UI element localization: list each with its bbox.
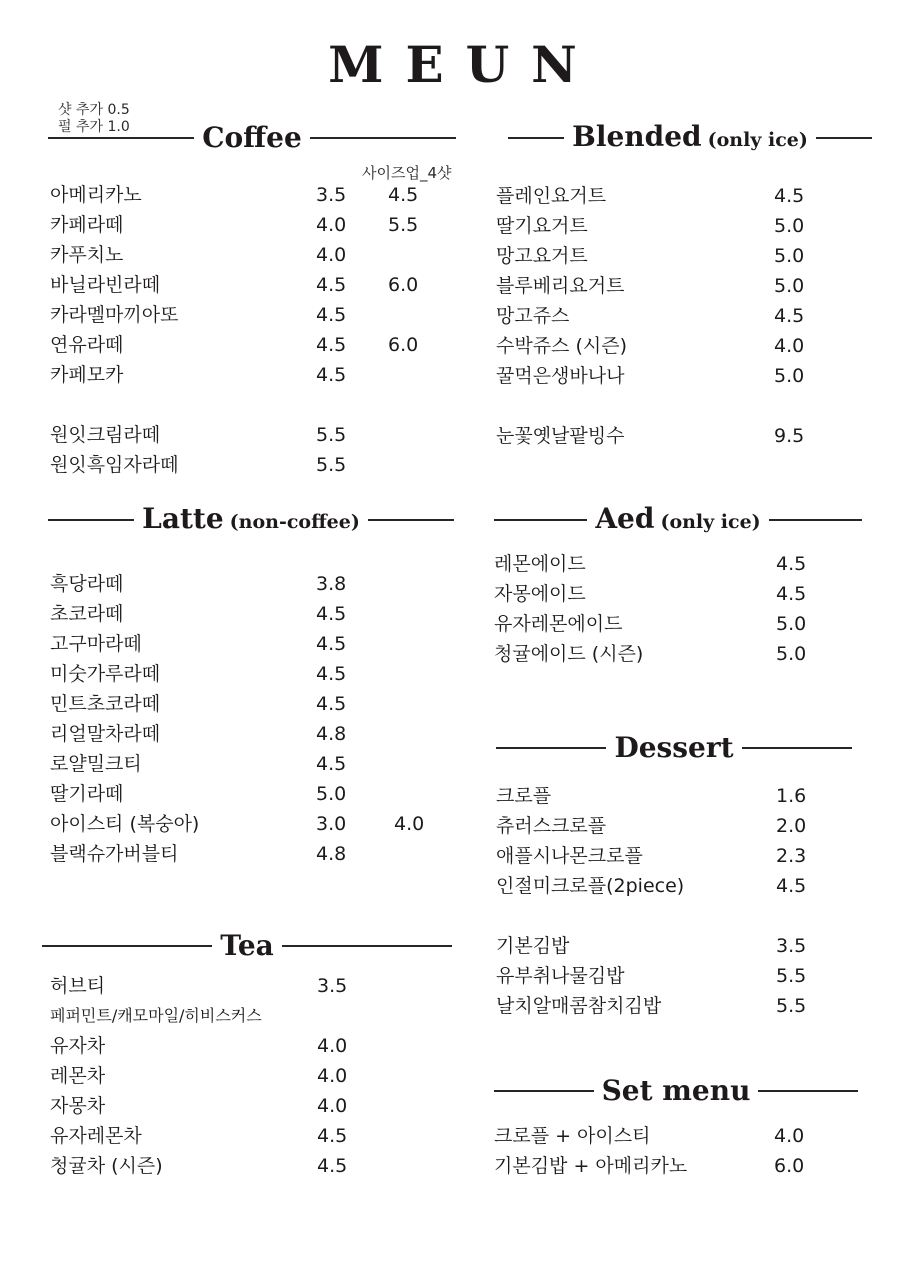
menu-item-price: 2.3 [776,845,807,867]
menu-item [50,779,450,809]
menu-item-name: 유자레몬차 [50,1125,142,1147]
menu-item [50,599,450,629]
heading-rule [816,137,872,139]
menu-item [50,1091,450,1121]
menu-item-name: 페퍼민트/캐모마일/히비스커스 [50,1006,262,1025]
heading-rule [494,519,587,521]
menu-item-price: 4.5 [316,633,347,655]
heading-rule [48,137,194,139]
menu-item-price: 4.0 [774,335,805,357]
heading-rule [42,945,212,947]
menu-item [50,300,450,330]
menu-item-price: 4.5 [776,583,807,605]
menu-title: MEUN [328,35,599,94]
menu-item-price: 4.5 [774,305,805,327]
menu-item [496,781,856,811]
menu-item [50,659,450,689]
heading-rule [742,747,852,749]
menu-item-sizeup-price: 4.0 [394,813,425,835]
menu-item-name: 원잇흑임자라떼 [50,454,179,476]
menu-item-name: 리얼말차라떼 [50,723,161,745]
menu-item-name: 츄러스크로플 [496,815,607,837]
menu-item-sizeup-price: 4.5 [388,184,419,206]
gimbap-list [496,931,856,1021]
menu-item-price: 4.5 [776,875,807,897]
menu-item-name: 꿀먹은생바나나 [496,365,625,387]
dessert-list [496,781,856,901]
heading-rule [508,137,564,139]
latte-heading [48,500,454,540]
heading-rule [368,519,454,521]
menu-item-name: 흑당라떼 [50,573,124,595]
heading-rule [496,747,606,749]
menu-item-price: 4.5 [316,274,347,296]
menu-item [496,361,856,391]
menu-item-name: 초코라떼 [50,603,124,625]
menu-item [50,180,450,210]
aed-heading [494,500,862,540]
set-menu-heading-text: Set menu [601,1074,751,1107]
heading-rule [310,137,456,139]
menu-item [496,331,856,361]
menu-item-price: 4.0 [317,1095,348,1117]
menu-item [50,420,450,450]
menu-item [50,749,450,779]
menu-item-price: 5.0 [774,245,805,267]
menu-item-price: 3.0 [316,813,347,835]
menu-item-sizeup-price: 5.5 [388,214,419,236]
menu-item-price: 4.0 [774,1125,805,1147]
dessert-heading [496,728,852,768]
menu-item [496,301,856,331]
menu-item-name: 고구마라떼 [50,633,142,655]
menu-item-price: 6.0 [774,1155,805,1177]
menu-item [494,579,854,609]
tea-heading [42,926,452,966]
menu-item-price: 3.8 [316,573,347,595]
menu-item-name: 민트초코라떼 [50,693,161,715]
menu-item [494,549,854,579]
menu-item-sizeup-price: 6.0 [388,334,419,356]
menu-item-name: 기본김밥 + 아메리카노 [494,1155,688,1177]
menu-item-price: 5.5 [776,995,807,1017]
menu-item [50,360,450,390]
menu-item-name: 로얄밀크티 [50,753,142,775]
menu-item [50,569,450,599]
latte-heading-label [134,499,368,542]
aed-heading-sub: (only ice) [660,510,761,533]
blended-heading-text: Blended [572,119,702,153]
tea-list [50,971,450,1181]
menu-item-sizeup-price: 6.0 [388,274,419,296]
menu-item-name: 레몬차 [50,1065,106,1087]
aed-list [494,549,854,669]
menu-item [494,609,854,639]
sizeup-label: 사이즈업_4샷 [362,164,452,182]
menu-item-price: 4.8 [316,723,347,745]
menu-item-price: 4.5 [776,553,807,575]
blended-list-bingsu [496,421,856,451]
menu-item-price: 4.5 [316,334,347,356]
menu-item-price: 9.5 [774,425,805,447]
menu-item [50,1121,450,1151]
blended-list [496,181,856,391]
coffee-heading-text: Coffee [202,121,302,154]
heading-rule [758,1090,858,1092]
menu-item-price: 4.5 [316,603,347,625]
menu-item-price: 5.0 [776,643,807,665]
menu-item-name: 아이스티 (복숭아) [50,813,200,835]
menu-item-name: 수박쥬스 (시즌) [496,335,627,357]
menu-item-name: 크로플 + 아이스티 [494,1125,651,1147]
menu-item-price: 4.0 [317,1035,348,1057]
menu-item-name: 유부취나물김밥 [496,965,625,987]
menu-item [50,210,450,240]
menu-item-name: 블루베리요거트 [496,275,625,297]
menu-item-price: 4.0 [317,1065,348,1087]
menu-item [496,841,856,871]
menu-item [496,271,856,301]
menu-item-price: 4.5 [316,663,347,685]
menu-item [496,961,856,991]
menu-item-name: 청귤차 (시즌) [50,1155,163,1177]
menu-item-name: 카페모카 [50,364,124,386]
menu-item-price: 4.5 [317,1125,348,1147]
heading-rule [282,945,452,947]
menu-item-name: 미숫가루라떼 [50,663,161,685]
menu-item-name: 유자레몬에이드 [494,613,623,635]
menu-item-price: 5.0 [774,275,805,297]
menu-item [50,839,450,869]
menu-item-price: 5.0 [774,215,805,237]
menu-item-name: 청귤에이드 (시즌) [494,643,644,665]
latte-list [50,569,450,869]
menu-item [496,421,856,451]
menu-item [50,629,450,659]
menu-item [50,1151,450,1181]
menu-item [50,330,450,360]
menu-item-price: 5.0 [316,783,347,805]
menu-item-name: 원잇크림라떼 [50,424,161,446]
menu-item-name: 레몬에이드 [494,553,586,575]
menu-item [50,971,450,1001]
menu-item-price: 4.5 [316,304,347,326]
menu-item-price: 5.5 [776,965,807,987]
menu-item-name: 망고요거트 [496,245,588,267]
heading-rule [48,519,134,521]
coffee-list [50,180,450,390]
menu-item-price: 4.5 [316,364,347,386]
menu-item [50,1061,450,1091]
blended-heading [508,118,872,158]
menu-item-name: 애플시나몬크로플 [496,845,643,867]
coffee-list-special [50,420,450,480]
menu-item [496,931,856,961]
menu-item-name: 날치알매콤참치김밥 [496,995,662,1017]
menu-item-price: 1.6 [776,785,807,807]
menu-item-name: 블랙슈가버블티 [50,843,179,865]
menu-item-name: 허브티 [50,975,106,997]
menu-item [50,719,450,749]
menu-item-price: 4.5 [316,753,347,775]
menu-item-name: 기본김밥 [496,935,570,957]
menu-item [494,639,854,669]
menu-item-price: 4.0 [316,244,347,266]
menu-item [50,809,450,839]
menu-item [496,991,856,1021]
blended-heading-label [564,117,816,160]
dessert-heading-text: Dessert [614,731,734,764]
aed-heading-label [587,499,768,542]
menu-item [50,1031,450,1061]
menu-item-name: 카라멜마끼아또 [50,304,179,326]
menu-item-price: 4.8 [316,843,347,865]
menu-item-name: 바닐라빈라떼 [50,274,161,296]
menu-item-name: 플레인요거트 [496,185,607,207]
menu-item [50,240,450,270]
heading-rule [494,1090,594,1092]
menu-item-price: 4.5 [316,693,347,715]
set-menu-list [494,1121,864,1181]
coffee-heading [48,118,456,158]
menu-item-price: 4.5 [317,1155,348,1177]
menu-item [50,689,450,719]
menu-item [50,270,450,300]
menu-item-price: 5.5 [316,424,347,446]
tea-heading-text: Tea [220,929,274,962]
menu-item-price: 5.0 [774,365,805,387]
menu-item [496,241,856,271]
aed-heading-text: Aed [595,501,655,535]
menu-item-name: 눈꽃옛날팥빙수 [496,425,625,447]
latte-heading-sub: (non-coffee) [229,510,360,533]
menu-item-name: 아메리카노 [50,184,142,206]
menu-item [496,871,856,901]
menu-item-name: 크로플 [496,785,552,807]
menu-item [50,1001,450,1031]
set-menu-heading [494,1071,858,1111]
menu-item-name: 딸기라떼 [50,783,124,805]
menu-item-price: 5.5 [316,454,347,476]
heading-rule [769,519,862,521]
menu-item [50,450,450,480]
shot-add-note: 샷 추가 0.5 [58,102,130,118]
menu-item-name: 망고쥬스 [496,305,570,327]
menu-item-price: 3.5 [317,975,348,997]
menu-item-name: 자몽차 [50,1095,106,1117]
latte-heading-text: Latte [142,501,224,535]
menu-item-price: 3.5 [776,935,807,957]
menu-item-name: 딸기요거트 [496,215,588,237]
menu-item [496,211,856,241]
menu-item-price: 5.0 [776,613,807,635]
menu-item-name: 카푸치노 [50,244,124,266]
menu-item-price: 3.5 [316,184,347,206]
menu-item-name: 연유라떼 [50,334,124,356]
menu-item-name: 유자차 [50,1035,106,1057]
menu-item-price: 4.0 [316,214,347,236]
menu-item [494,1151,864,1181]
menu-item-price: 4.5 [774,185,805,207]
menu-item-price: 2.0 [776,815,807,837]
menu-item [496,181,856,211]
blended-heading-sub: (only ice) [707,128,808,151]
menu-item-name: 카페라떼 [50,214,124,236]
menu-item [496,811,856,841]
menu-item [494,1121,864,1151]
pearl-add-note: 펄 추가 1.0 [58,119,130,135]
menu-item-name: 인절미크로플(2piece) [496,875,685,897]
menu-item-name: 자몽에이드 [494,583,586,605]
